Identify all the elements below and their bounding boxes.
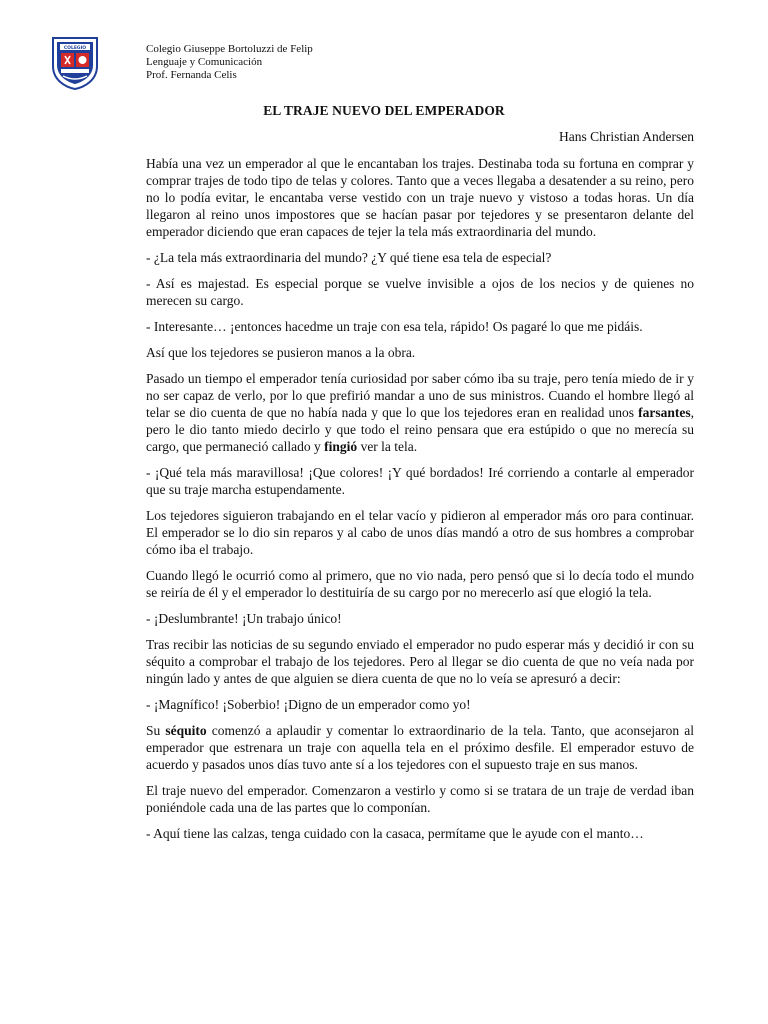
story-paragraph [146,318,694,335]
paragraph-text: - ¿La tela más extraordinaria del mundo? ¿Y qué tiene esa tela de especial? [146,250,552,265]
paragraph-text: Los tejedores siguieron trabajando en el telar vacío y pidieron al emperador más oro para continuar. El emperador se lo dio sin reparos y al cabo de unos días mandó a otro de sus hombres a comprobar cómo iba el trabajo. [146,508,694,557]
bold-keyword: séquito [165,723,207,738]
story-paragraph [146,825,694,842]
story-paragraph [146,507,694,558]
document-title: EL TRAJE NUEVO DEL EMPERADOR [263,103,505,118]
teacher-name: Prof. Fernanda Celis [146,69,237,81]
story-paragraph [146,344,694,361]
story-paragraph [146,722,694,773]
story-paragraph [146,155,694,240]
paragraph-text: Cuando llegó le ocurrió como al primero, que no vio nada, pero pensó que si lo decía todo el mundo se reiría de él y el emperador lo destituiría de su cargo por no merecerlo así que elogió la tela. [146,568,694,600]
crest-banner-text: COLEGIO [63,46,87,51]
paragraph-text: , pero le dio tanto miedo decirlo y que todo el reino pensara que era estúpido o que no merecía su cargo, que permaneció callado y [146,405,694,454]
paragraph-text: - ¡Qué tela más maravillosa! ¡Que colores! ¡Y qué bordados! Iré corriendo a contarle al emperador que su traje marcha estupendamente. [146,465,694,497]
story-paragraph [146,464,694,498]
subject-name: Lenguaje y Comunicación [146,56,263,68]
paragraph-text: - ¡Magnífico! ¡Soberbio! ¡Digno de un emperador como yo! [146,697,471,712]
paragraph-text: Tras recibir las noticias de su segundo enviado el emperador no pudo esperar más y decidió ir con su séquito a comprobar el trabajo de los tejedores. Pero al llegar se dio cuenta de que no veía nada por ningún lado y antes de que alguien se diera cuenta de que no lo veía se apresuró a decir: [146,637,694,686]
paragraph-text: ver la tela. [357,439,418,454]
bold-keyword: farsantes [638,405,691,420]
bold-keyword: fingió [324,439,358,454]
story-paragraph [146,275,694,309]
story-paragraph [146,610,694,627]
story-paragraph [146,370,694,455]
paragraph-text: comenzó a aplaudir y comentar lo extraordinario de la tela. Tanto, que aconsejaron al emperador que estrenara un traje con aquella tela en el próximo desfile. El emperador estuvo de acuerdo y pasados unos días tuvo ante sí a los tejedores con el supuesto traje en sus manos. [146,723,694,772]
school-crest-logo [51,36,99,90]
paragraph-text: Había una vez un emperador al que le encantaban los trajes. Destinaba toda su fortuna en comprar y comprar trajes de todo tipo de telas y colores. Tanto que a veces llegaba a desatender a su reino, pero no lo podía evitar, le encantaba verse vestido con un traje nuevo y vistoso a todas horas. Un día llegaron al reino unos impostores que se hacían pasar por tejedores y se presentaron delante del emperador diciendo que eran capaces de tejer la tela más extraordinaria del mundo. [146,156,694,239]
paragraph-text: - ¡Deslumbrante! ¡Un trabajo único! [146,611,342,626]
story-paragraph [146,249,694,266]
story-paragraph [146,782,694,816]
paragraph-text: Su [146,723,166,738]
paragraph-text: - Aquí tiene las calzas, tenga cuidado con la casaca, permítame que le ayude con el manto… [146,826,644,841]
paragraph-text: El traje nuevo del emperador. Comenzaron a vestirlo y como si se tratara de un traje de verdad iban poniéndole cada una de las partes que lo componían. [146,783,694,815]
story-paragraph [146,567,694,601]
crest-emblem [79,56,87,64]
document-author: Hans Christian Andersen [559,129,694,144]
school-name: Colegio Giuseppe Bortoluzzi de Felip [146,43,313,55]
paragraph-text: Pasado un tiempo el emperador tenía curiosidad por saber cómo iba su traje, pero tenía miedo de ir y no ser capaz de verlo, por lo que prefirió mandar a uno de sus ministros. Cuando el hombre llegó al telar se dio cuenta de que no había nada y que lo que los tejedores eran en realidad unos [146,371,694,420]
paragraph-text: Así que los tejedores se pusieron manos a la obra. [146,345,416,360]
paragraph-text: - Así es majestad. Es especial porque se vuelve invisible a ojos de los necios y de quienes no merecen su cargo. [146,276,694,308]
crest-lower-band [61,69,89,73]
story-paragraph [146,636,694,687]
paragraph-text: - Interesante… ¡entonces hacedme un traje con esa tela, rápido! Os pagaré lo que me pidáis. [146,319,643,334]
school-header [146,43,313,82]
story-paragraph [146,696,694,713]
story-body [146,155,694,851]
